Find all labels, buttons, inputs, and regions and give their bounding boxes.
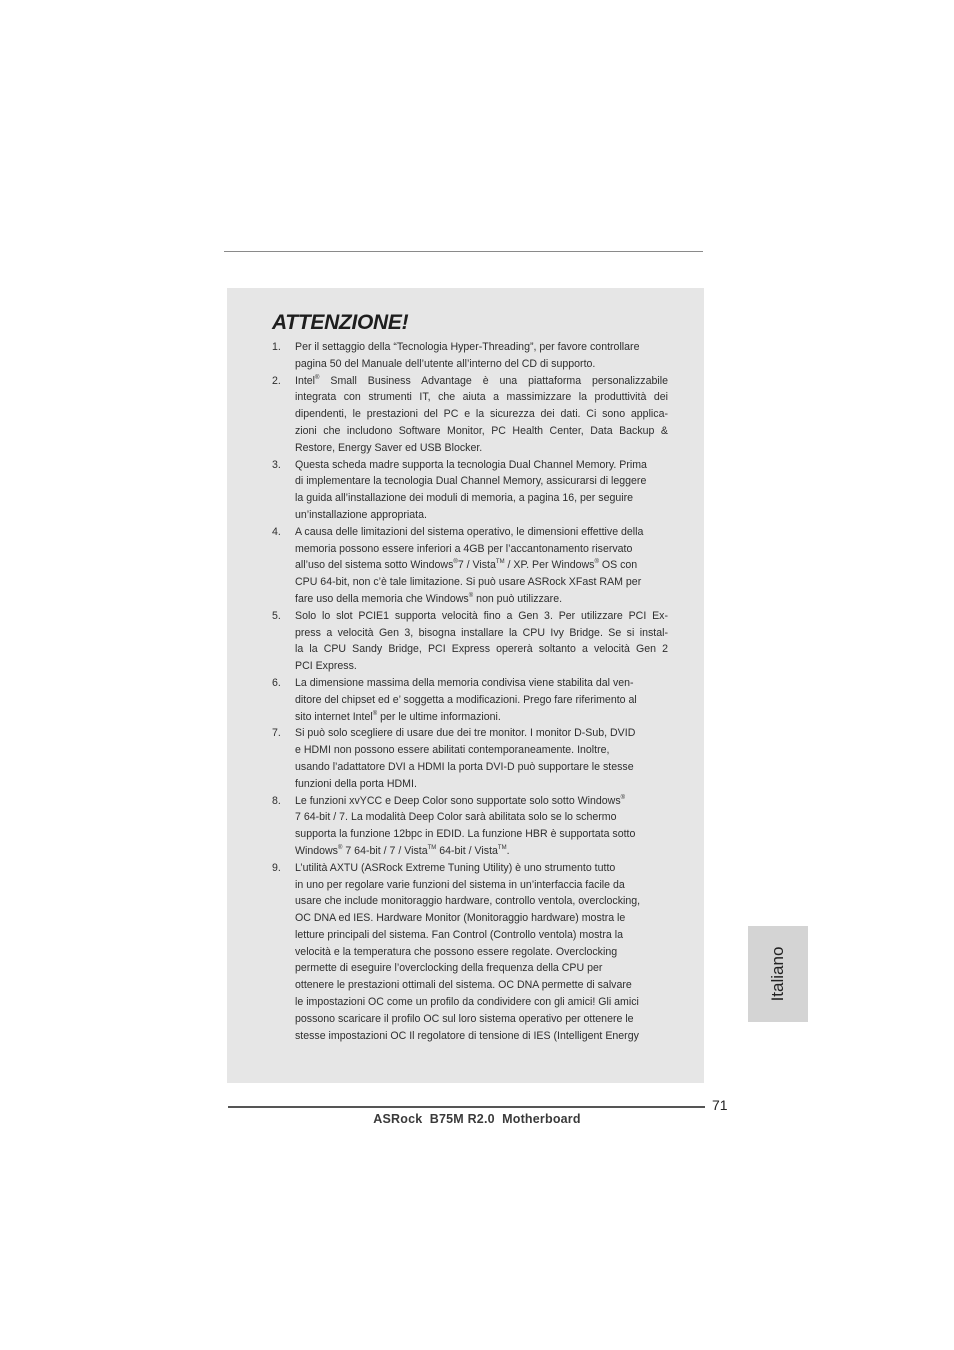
item-line: permette di eseguire l’overclocking della frequenza della CPU per: [295, 962, 603, 975]
item-line: usare che include monitoraggio hardware, controllo ventola, overclocking,: [295, 895, 641, 908]
note-item-5: [272, 608, 668, 675]
item-line: Si può solo scegliere di usare due dei tre monitor. I monitor D-Sub, DVID: [295, 727, 636, 740]
item-line: Solo lo slot PCIE1 supporta velocità fino a Gen 3. Per utilizzare PCI Ex-: [295, 609, 668, 622]
item-number: 1.: [272, 341, 281, 353]
language-side-tab: [748, 926, 808, 1022]
item-number: 8.: [272, 794, 281, 807]
item-line: pagina 50 del Manuale dell’utente all’interno del CD di supporto.: [295, 357, 596, 370]
note-item-9: [272, 860, 668, 1045]
text-fragment: Intel: [295, 374, 316, 387]
item-line: L’utilità AXTU (ASRock Extreme Tuning Utility) è uno strumento tutto: [295, 861, 616, 874]
item-line: [295, 793, 668, 810]
item-line: e HDMI non possono essere abilitati contemporaneamente. Inoltre,: [295, 744, 610, 757]
item-line: letture principali del sistema. Fan Control (Controllo ventola) mostra la: [295, 928, 623, 941]
item-line: press a velocità Gen 3, bisogna installare la CPU Ivy Bridge. Se si instal-: [295, 626, 668, 639]
text-fragment: non può utilizzare.: [473, 592, 563, 605]
text-fragment: .: [506, 844, 510, 857]
item-line: dipendenti, le prestazioni del PC e la sicurezza dei dati. Ci sono applica-: [295, 408, 668, 421]
registered-mark: ®: [453, 559, 458, 566]
text-fragment: 7 64-bit / 7 / Vista: [342, 844, 428, 857]
item-line: la guida all’installazione dei moduli di memoria, a pagina 16, per seguire: [295, 492, 634, 505]
item-line: memoria possono essere inferiori a 4GB per l’accantonamento riservato: [295, 542, 633, 555]
text-fragment: fare uso della memoria che Windows: [295, 592, 469, 605]
item-line: A causa delle limitazioni del sistema operativo, le dimensioni effettive della: [295, 525, 644, 538]
trademark-mark: TM: [427, 844, 437, 851]
note-item-7: [272, 725, 668, 792]
item-line: la la CPU Sandy Bridge, PCI Express opererà soltanto a velocità Gen 2: [295, 643, 668, 656]
item-line: Restore, Energy Saver ed USB Blocker.: [295, 441, 483, 454]
item-number: 7.: [272, 727, 281, 740]
text-fragment: sito internet Intel: [295, 710, 373, 723]
item-line: le impostazioni OC come un profilo da condividere con gli amici! Gli amici: [295, 996, 639, 1009]
item-line: in uno per regolare varie funzioni del sistema in un’interfaccia facile da: [295, 878, 625, 891]
text-fragment: OS con: [598, 559, 638, 572]
item-line: funzioni della porta HDMI.: [295, 777, 417, 790]
item-line: velocità e la temperatura che possono essere regolate. Overclocking: [295, 945, 618, 958]
item-line: supporta la funzione 12bpc in EDID. La funzione HBR è supportata sotto: [295, 828, 636, 841]
item-number: 4.: [272, 525, 281, 538]
language-label: Italiano: [768, 946, 787, 1002]
item-line: usando l’adattatore DVI a HDMI la porta DVI-D può supportare le stesse: [295, 760, 634, 773]
item-number: 2.: [272, 374, 281, 387]
text-fragment: 64-bit / Vista: [436, 844, 498, 857]
note-item-2: [272, 373, 668, 457]
footer-product-label: ASRock B75M R2.0 Motherboard: [373, 1112, 581, 1126]
item-line: [295, 591, 668, 608]
text-fragment: per le ultime informazioni.: [377, 710, 501, 723]
page-number: 71: [712, 1097, 728, 1113]
note-item-4: [272, 524, 668, 608]
text-fragment: Le funzioni xvYCC e Deep Color sono supportate solo sotto Windows: [295, 794, 621, 807]
note-item-1: [272, 339, 668, 373]
trademark-mark: TM: [497, 844, 507, 851]
registered-mark: ®: [468, 592, 474, 599]
registered-mark: ®: [315, 374, 320, 381]
text-fragment: all’uso del sistema sotto Windows: [295, 559, 454, 572]
item-line: di implementare la tecnologia Dual Channel Memory, assicurarsi di leggere: [295, 475, 647, 488]
item-line: OC DNA ed IES. Hardware Monitor (Monitoraggio hardware) mostra le: [295, 912, 626, 925]
item-line: Per il settaggio della “Tecnologia Hyper-Threading”, per favore controllare: [295, 341, 640, 353]
item-line: CPU 64-bit, non c’è tale limitazione. Si può usare ASRock XFast RAM per: [295, 576, 642, 589]
note-list: [272, 339, 668, 1044]
text-fragment: / XP. Per Windows: [504, 559, 595, 572]
note-item-3: [272, 457, 668, 524]
item-line: PCI Express.: [295, 660, 357, 673]
item-number: 3.: [272, 458, 281, 471]
item-line: zioni che includono Software Monitor, PC Health Center, Data Backup &: [295, 424, 668, 437]
registered-mark: ®: [372, 710, 378, 717]
header-divider: [224, 251, 703, 252]
item-line: possono scaricare il profilo OC sul loro sistema operativo per ottenere le: [295, 1012, 634, 1025]
item-line: [295, 373, 668, 390]
item-number: 9.: [272, 861, 281, 874]
text-fragment: Windows: [295, 844, 338, 857]
item-line: 7 64-bit / 7. La modalità Deep Color sarà abilitata solo se lo schermo: [295, 811, 617, 824]
item-number: 6.: [272, 676, 281, 689]
footer-divider: [228, 1106, 705, 1108]
registered-mark: ®: [337, 844, 343, 851]
item-line: integrata con strumenti IT, che aiuta a massimizzare la produttività dei: [295, 391, 668, 404]
item-line: Questa scheda madre supporta la tecnologia Dual Channel Memory. Prima: [295, 458, 647, 471]
item-line: stesse impostazioni OC Il regolatore di tensione di IES (Intelligent Energy: [295, 1029, 639, 1042]
text-fragment: 7 / Vista: [457, 559, 496, 572]
registered-mark: ®: [620, 794, 626, 801]
item-line: La dimensione massima della memoria condivisa viene stabilita dal ven-: [295, 676, 634, 689]
registered-mark: ®: [594, 559, 599, 566]
trademark-mark: TM: [495, 559, 505, 566]
item-line: ottenere le prestazioni ottimali del sistema. OC DNA permette di salvare: [295, 979, 632, 992]
item-line: ditore del chipset ed e’ soggetta a modificazioni. Prego fare riferimento al: [295, 693, 637, 706]
item-line: [295, 709, 668, 726]
note-item-8: [272, 793, 668, 860]
note-item-6: [272, 675, 668, 725]
item-line: [295, 557, 668, 574]
item-line: [295, 843, 668, 860]
text-fragment: Small Business Advantage è una piattaforma personalizzabile: [319, 374, 668, 387]
item-line: un’installazione appropriata.: [295, 508, 427, 521]
note-title: ATTENZIONE!: [272, 311, 409, 334]
item-number: 5.: [272, 609, 281, 622]
